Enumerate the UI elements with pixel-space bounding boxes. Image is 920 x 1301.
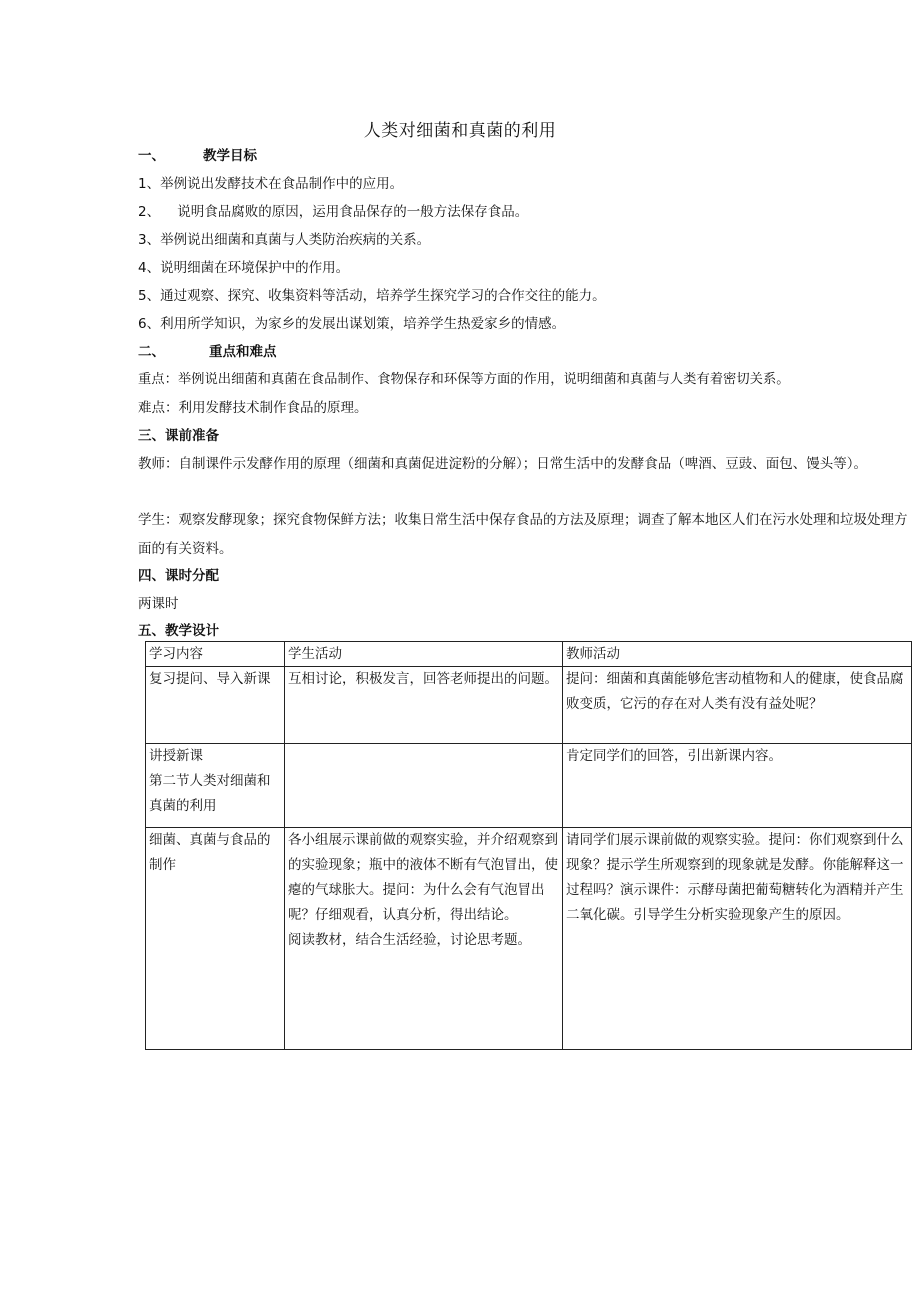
cell-text: 互相讨论，积极发言，回答老师提出的问题。 [288, 671, 558, 687]
page-title: 人类对细菌和真菌的利用 [363, 121, 557, 141]
cell-text: 讲授新课 [149, 748, 203, 764]
goal-item: 1、举例说出发酵技术在食品制作中的应用。 [138, 176, 404, 192]
column-header: 教师活动 [563, 642, 912, 667]
section-number: 一、 [138, 148, 165, 164]
section-heading-preparation: 三、课前准备 [138, 428, 219, 444]
teaching-design-table [145, 641, 912, 1050]
teacher-cell [563, 744, 912, 828]
column-header: 学习内容 [146, 642, 285, 667]
key-point-item: 重点：举例说出细菌和真菌在食品制作、食物保存和环保等方面的作用，说明细菌和真菌与人类有着密切关系。 [138, 372, 790, 387]
goal-item: 2、 说明食品腐败的原因，运用食品保存的一般方法保存食品。 [138, 204, 529, 220]
goal-item: 4、说明细菌在环境保护中的作用。 [138, 260, 350, 276]
goal-item: 6、利用所学知识，为家乡的发展出谋划策，培养学生热爱家乡的情感。 [138, 316, 566, 332]
table-header-row [146, 642, 912, 667]
section-heading-design: 五、教学设计 [138, 623, 219, 639]
cell-text: 各小组展示课前做的观察实验，并介绍观察到的实验现象；瓶中的液体不断有气泡冒出，使瘪的气球胀大。提问：为什么会有气泡冒出呢？仔细观看，认真分析，得出结论。 [288, 832, 558, 923]
content-cell [146, 744, 285, 828]
section-number: 二、 [138, 344, 165, 360]
teacher-cell [563, 667, 912, 744]
table-row [146, 667, 912, 744]
table-row [146, 744, 912, 828]
student-cell [285, 744, 563, 828]
section-title: 重点和难点 [209, 344, 277, 360]
content-cell [146, 828, 285, 1050]
preparation-teacher: 教师：自制课件示发酵作用的原理（细菌和真菌促进淀粉的分解）；日常生活中的发酵食品（啤酒、豆豉、面包、馒头等）。 [138, 456, 867, 472]
table-row [146, 828, 912, 1050]
cell-text: 阅读教材，结合生活经验，讨论思考题。 [288, 932, 531, 948]
schedule-text: 两课时 [138, 596, 179, 612]
goal-item: 3、举例说出细菌和真菌与人类防治疾病的关系。 [138, 232, 431, 248]
cell-text: 细菌、真菌与食品的制作 [149, 832, 271, 873]
section-heading-key-points [138, 338, 908, 366]
section-heading-goals [138, 142, 908, 170]
difficult-point-item: 难点：利用发酵技术制作食品的原理。 [138, 400, 368, 416]
student-cell [285, 667, 563, 744]
section-heading-schedule: 四、课时分配 [138, 568, 219, 584]
cell-text: 第二节人类对细菌和真菌的利用 [149, 773, 271, 814]
content-cell [146, 667, 285, 744]
column-header: 学生活动 [285, 642, 563, 667]
section-title: 教学目标 [203, 148, 257, 164]
cell-text: 请同学们展示课前做的观察实验。提问：你们观察到什么现象？提示学生所观察到的现象就是发酵。你能解释这一过程吗？演示课件：示酵母菌把葡萄糖转化为酒精并产生二氧化碳。引导学生分析实验现象产生的原因。 [566, 832, 904, 923]
cell-text: 提问：细菌和真菌能够危害动植物和人的健康，使食品腐败变质，它污的存在对人类有没有益处呢？ [566, 671, 904, 712]
preparation-student: 学生：观察发酵现象；探究食物保鲜方法；收集日常生活中保存食品的方法及原理；调查了解本地区人们在污水处理和垃圾处理方面的有关资料。 [138, 512, 908, 557]
cell-text: 肯定同学们的回答，引出新课内容。 [566, 748, 782, 764]
teacher-cell [563, 828, 912, 1050]
student-cell [285, 828, 563, 1050]
goal-item: 5、通过观察、探究、收集资料等活动，培养学生探究学习的合作交往的能力。 [138, 288, 606, 304]
cell-text: 复习提问、导入新课 [149, 671, 271, 687]
